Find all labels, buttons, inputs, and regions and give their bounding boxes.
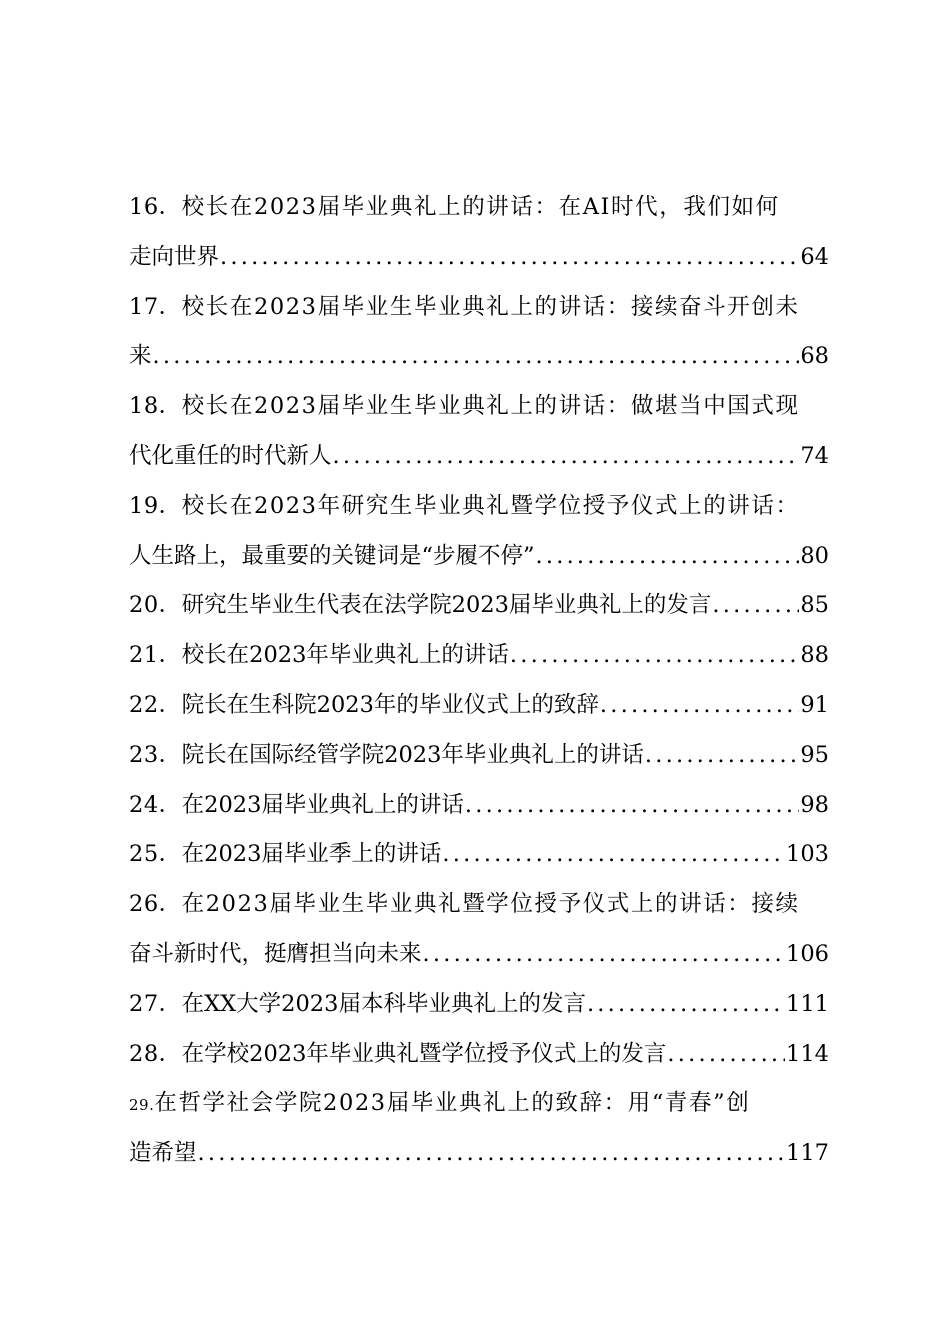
toc-page-number: 85 (800, 592, 829, 619)
toc-entry-title-cont: 奋斗新时代，挺膺担当向未来 (129, 940, 422, 967)
dot-leader (587, 980, 785, 1030)
dot-leader (667, 1030, 785, 1080)
toc-entry-18-line1[interactable] (129, 382, 829, 432)
toc-page-number: 88 (800, 642, 829, 669)
toc-entry-19-line1[interactable] (129, 482, 829, 532)
toc-entry-title: 院长在生科院2023年的毕业仪式上的致辞 (181, 691, 599, 718)
toc-entry-title: 在2023届毕业生毕业典礼暨学位授予仪式上的讲话：接续 (181, 891, 800, 918)
toc-entry-21[interactable] (129, 631, 829, 681)
toc-entry-number: 28． (129, 1040, 182, 1067)
toc-entry-title: 在2023届毕业典礼上的讲话 (181, 791, 464, 818)
toc-page-number: 80 (800, 542, 829, 569)
toc-entry-24[interactable] (129, 781, 829, 831)
toc-entry-number: 26． (129, 891, 182, 918)
toc-entry-title: 在XX大学2023届本科毕业典礼上的发言 (181, 990, 586, 1017)
toc-page-number: 74 (800, 442, 829, 469)
toc-entry-29-line1[interactable] (129, 1079, 829, 1129)
toc-entry-26-line1[interactable] (129, 880, 829, 930)
toc-entry-title: 校长在2023届毕业生毕业典礼上的讲话：接续奋斗开创未 (181, 293, 800, 320)
dot-leader (220, 233, 799, 283)
toc-entry-22[interactable] (129, 681, 829, 731)
dot-leader (198, 1129, 786, 1179)
toc-entry-18-line2[interactable] (129, 432, 829, 482)
toc-entry-25[interactable] (129, 830, 829, 880)
toc-page-number: 68 (800, 343, 829, 370)
toc-page-number: 106 (786, 940, 829, 967)
toc-entry-title-cont: 来 (129, 343, 152, 370)
toc-entry-title-cont: 造希望 (129, 1140, 197, 1167)
toc-entry-number: 25． (129, 841, 182, 868)
toc-entry-number: 16． (129, 194, 182, 220)
toc-entry-26-line2[interactable] (129, 930, 829, 980)
toc-entry-number: 17． (129, 293, 182, 320)
toc-entry-23[interactable] (129, 731, 829, 781)
toc-page-number: 91 (800, 691, 829, 718)
toc-entry-title: 校长在2023年研究生毕业典礼暨学位授予仪式上的讲话： (181, 492, 800, 519)
toc-entry-title: 校长在2023届毕业生毕业典礼上的讲话：做堪当中国式现 (181, 393, 800, 420)
toc-entry-title-cont: 走向世界 (129, 243, 220, 270)
dot-leader (600, 681, 799, 731)
toc-entry-number: 20． (129, 592, 182, 619)
toc-entry-27[interactable] (129, 980, 829, 1030)
toc-entry-title-cont: 代化重任的时代新人 (129, 442, 332, 469)
toc-entry-title-cont: 人生路上，最重要的关键词是“步履不停” (129, 542, 535, 569)
toc-entry-29-line2[interactable] (129, 1129, 829, 1179)
toc-entry-title: 在学校2023年毕业典礼暨学位授予仪式上的发言 (181, 1040, 667, 1067)
toc-entry-number: 18． (129, 393, 182, 420)
toc-page-number: 64 (800, 243, 829, 270)
toc-entry-title: 校长在2023届毕业典礼上的讲话：在AI时代，我们如何 (181, 194, 780, 220)
dot-leader (510, 631, 799, 681)
dot-leader (465, 781, 799, 831)
toc-entry-number: 21． (129, 642, 182, 669)
toc-entry-title: 院长在国际经管学院2023年毕业典礼上的讲话 (181, 741, 644, 768)
dot-leader (442, 830, 785, 880)
dot-leader (423, 930, 786, 980)
toc-entry-number: 22． (129, 691, 182, 718)
toc-entry-number: 29. (129, 1096, 155, 1115)
toc-entry-17-line2[interactable] (129, 332, 829, 382)
toc-entry-16-line2[interactable] (129, 233, 829, 283)
toc-entry-number: 23． (129, 741, 182, 768)
dot-leader (712, 581, 799, 631)
toc-entry-19-line2[interactable] (129, 532, 829, 582)
toc-page-number: 95 (800, 741, 829, 768)
toc-entry-number: 27． (129, 990, 182, 1017)
toc-entry-number: 19． (129, 492, 182, 519)
toc-entry-title: 校长在2023年毕业典礼上的讲话 (181, 642, 509, 669)
dot-leader (536, 532, 800, 582)
dot-leader (333, 432, 800, 482)
toc-entry-title: 在哲学社会学院2023届毕业典礼上的致辞：用“青春”创 (154, 1090, 751, 1117)
toc-page-number: 103 (786, 841, 829, 868)
toc-entry-16-line1[interactable] (129, 183, 829, 233)
toc-entry-title: 研究生毕业生代表在法学院2023届毕业典礼上的发言 (181, 592, 712, 619)
dot-leader (645, 731, 799, 781)
toc-page-number: 117 (786, 1140, 829, 1167)
toc-entry-17-line1[interactable] (129, 283, 829, 333)
toc-page-number: 114 (786, 1040, 829, 1067)
dot-leader (153, 332, 800, 382)
toc-entry-20[interactable] (129, 581, 829, 631)
toc-entry-number: 24． (129, 791, 182, 818)
table-of-contents (129, 183, 829, 1179)
toc-entry-28[interactable] (129, 1030, 829, 1080)
toc-page-number: 98 (800, 791, 829, 818)
toc-entry-title: 在2023届毕业季上的讲话 (181, 841, 442, 868)
toc-page-number: 111 (786, 990, 829, 1017)
